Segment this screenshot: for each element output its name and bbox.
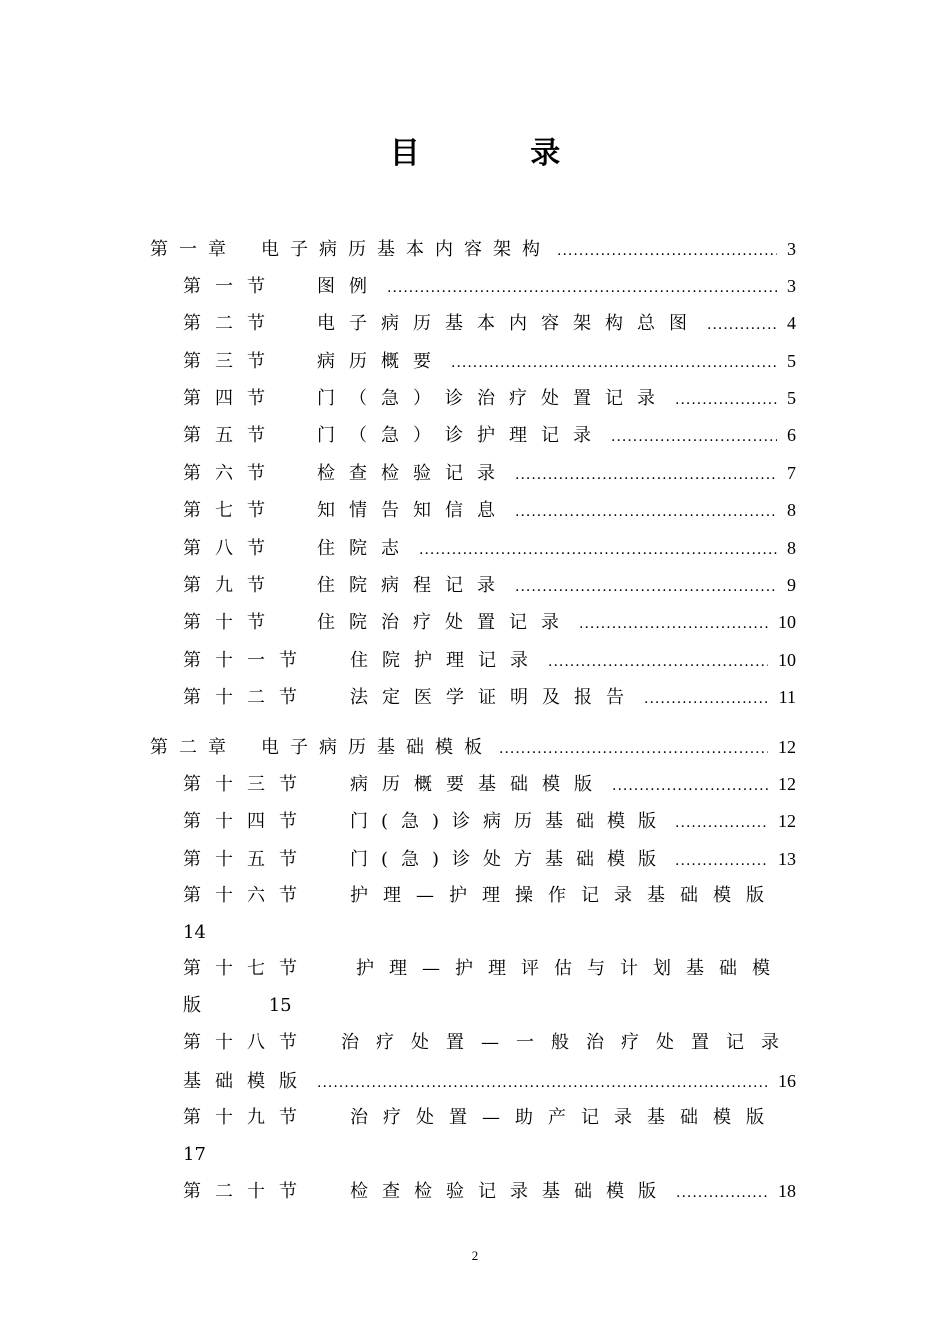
leader-dots [515,498,777,526]
section-label: 第十四节 [183,811,311,832]
leader-dots [499,735,768,763]
section-label: 第十五节 [183,849,311,870]
toc-section[interactable] [183,955,796,983]
section-label: 第十节 [183,612,279,633]
page-number: 9 [787,575,796,595]
toc-section[interactable] [183,608,796,636]
section-title: 门(急)诊病历基础模版 [350,811,670,832]
page-number: 10 [778,650,796,670]
page-number: 3 [787,276,796,296]
section-title-continuation: 基础模版 [183,1071,311,1092]
leader-dots [644,685,769,713]
chapter-label: 第一章 [150,239,237,260]
toc-section[interactable] [183,845,796,873]
section-label: 第九节 [183,575,279,596]
toc-chapter-1[interactable] [150,235,796,263]
page-number: 18 [778,1181,796,1201]
section-title: 知情告知信息 [317,500,509,521]
section-title: 病历概要基础模版 [350,774,606,795]
section-title: 门（急）诊护理记录 [317,425,605,446]
leader-dots [612,772,768,800]
section-title: 病历概要 [317,351,445,372]
section-title: 电子病历基本内容架构总图 [317,313,701,334]
section-label: 第十七节 [183,958,311,979]
toc-chapter-2[interactable] [150,733,796,761]
section-title: 治疗处置—一般治疗处置记录 [341,1032,796,1053]
page-number: 17 [183,1144,206,1165]
section-label: 第十八节 [183,1032,311,1053]
page-number: 15 [268,995,292,1016]
section-title: 护理—护理操作记录基础模版 [350,885,779,906]
section-label: 第二十节 [183,1181,311,1202]
toc-section[interactable] [183,421,796,449]
page-number: 10 [778,612,796,632]
page-number: 3 [787,239,796,259]
section-title: 住院志 [317,538,413,559]
section-label: 第三节 [183,351,279,372]
section-label: 第七节 [183,500,279,521]
leader-dots [387,274,777,302]
toc-section[interactable] [183,309,796,337]
leader-dots [317,1069,768,1097]
page-number: 11 [778,687,796,707]
toc-section[interactable] [183,770,796,798]
section-title: 图例 [317,276,381,297]
section-label: 第一节 [183,276,279,297]
section-title: 护理—护理评估与计划基础模 [356,958,785,979]
leader-dots [675,386,777,414]
section-label: 第十一节 [183,650,311,671]
toc-section[interactable] [183,534,796,562]
toc-section[interactable] [183,571,796,599]
section-label: 第十三节 [183,774,311,795]
section-title: 治疗处置—助产记录基础模版 [350,1107,779,1128]
leader-dots [676,1179,768,1207]
page-number: 7 [787,463,796,483]
page-number: 16 [778,1071,796,1091]
section-title-continuation: 版 [183,995,201,1016]
page-number: 8 [787,538,796,558]
section-title: 住院病程记录 [317,575,509,596]
toc-section[interactable] [183,683,796,711]
leader-dots [515,461,777,489]
section-label: 第二节 [183,313,279,334]
section-title: 住院护理记录 [350,650,542,671]
toc-section[interactable] [183,646,796,674]
toc-section-continuation[interactable] [183,1067,796,1095]
toc-section[interactable] [183,272,796,300]
leader-dots [451,349,777,377]
section-label: 第十九节 [183,1107,311,1128]
page-number: 6 [787,425,796,445]
toc-section[interactable] [183,1104,796,1132]
toc-section[interactable] [183,882,796,910]
footer-page-number: 2 [471,1248,479,1263]
section-label: 第十二节 [183,687,311,708]
toc-title: 目 录 [389,136,611,171]
leader-dots [675,809,768,837]
toc-section[interactable] [183,807,796,835]
section-label: 第八节 [183,538,279,559]
toc-section[interactable] [183,1029,796,1057]
toc-section[interactable] [183,459,796,487]
page-number: 12 [778,774,796,794]
section-title: 法定医学证明及报告 [350,687,638,708]
leader-dots [419,536,777,564]
leader-dots [548,648,768,676]
page-number: 5 [787,351,796,371]
page-number: 12 [778,811,796,831]
toc-section[interactable] [183,347,796,375]
section-title: 门(急)诊处方基础模版 [350,849,670,870]
leader-dots [611,423,777,451]
chapter-title: 电子病历基础模板 [261,737,493,758]
leader-dots [675,847,768,875]
section-title: 检查检验记录 [317,463,509,484]
page-number: 8 [787,500,796,520]
section-title: 检查检验记录基础模版 [350,1181,670,1202]
leader-dots [557,237,777,265]
page-number: 13 [778,849,796,869]
toc-section-continuation [183,992,292,1020]
toc-section[interactable] [183,1177,796,1205]
section-label: 第四节 [183,388,279,409]
leader-dots [515,573,777,601]
section-title: 住院治疗处置记录 [317,612,573,633]
page-number: 4 [787,313,796,333]
section-label: 第五节 [183,425,279,446]
section-label: 第十六节 [183,885,311,906]
toc-section[interactable] [183,496,796,524]
section-title: 门（急）诊治疗处置记录 [317,388,669,409]
page-number: 12 [778,737,796,757]
leader-dots [579,610,768,638]
chapter-label: 第二章 [150,737,237,758]
toc-section[interactable] [183,384,796,412]
section-label: 第六节 [183,463,279,484]
page-number: 5 [787,388,796,408]
page-number: 14 [183,922,206,943]
chapter-title: 电子病历基本内容架构 [261,239,551,260]
leader-dots [707,311,777,339]
